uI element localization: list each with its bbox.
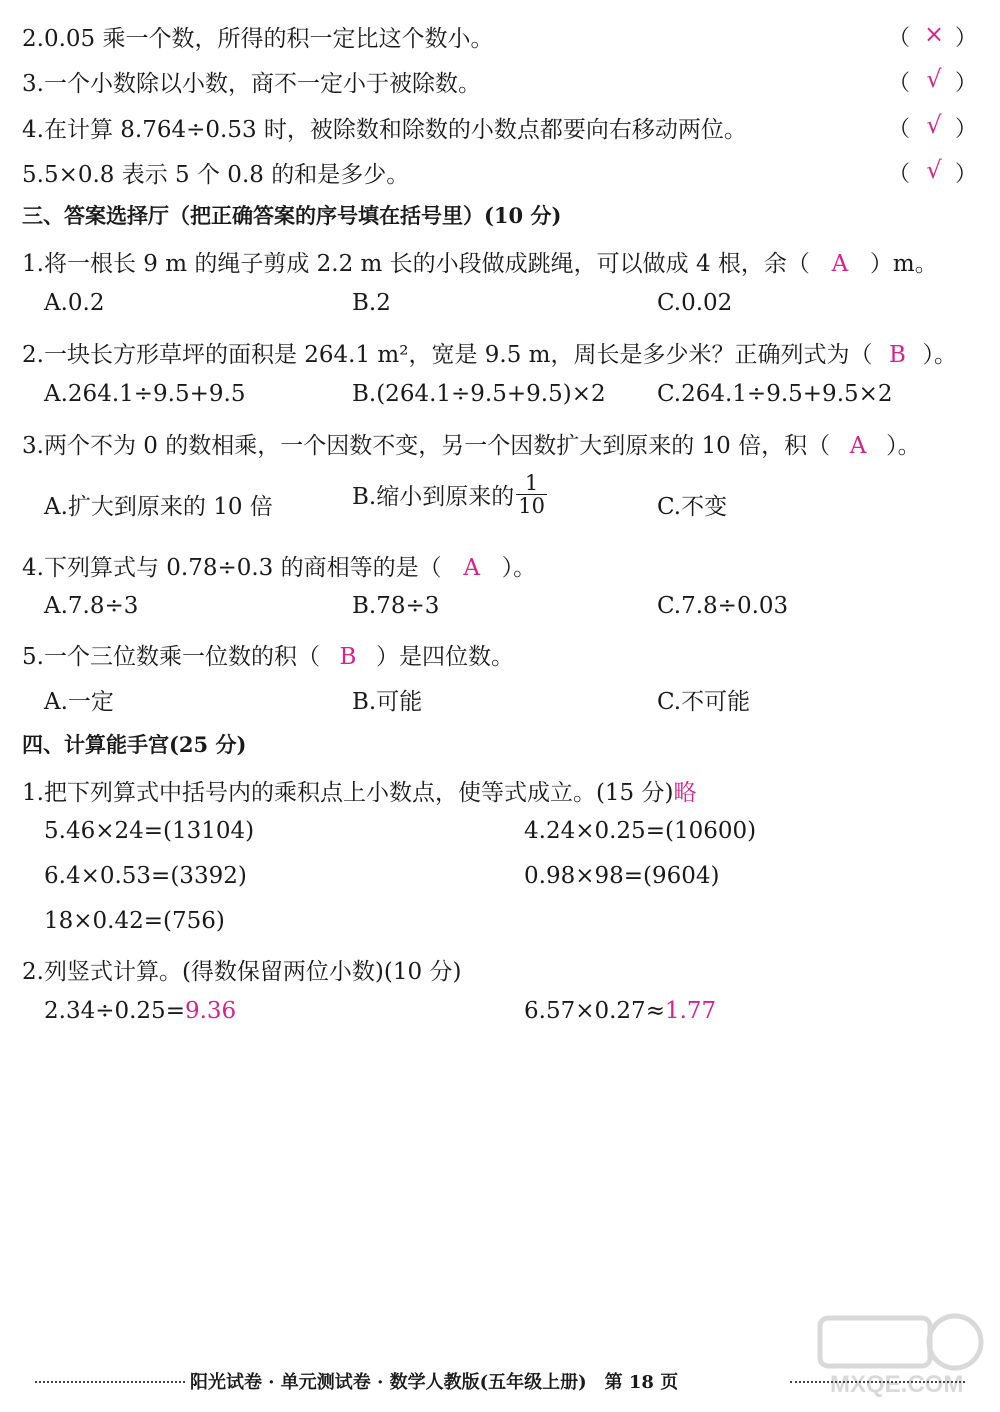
option-b-text: B.缩小到原来的 (352, 484, 515, 511)
choice-q2-tail: ）。 (922, 342, 957, 368)
paren-close: ） (955, 26, 978, 51)
option-c: C.不变 (657, 494, 728, 520)
section-4-title: 四、计算能手宫(25 分) (22, 732, 247, 757)
option-b: B.2 (352, 290, 391, 316)
choice-q1 (22, 245, 938, 278)
footer-rule-right (790, 1381, 965, 1383)
option-c: C.7.8÷0.03 (657, 593, 789, 619)
paren-open: （ (888, 71, 911, 96)
fraction-numerator: 1 (516, 472, 547, 495)
watermark-text: MXQE.COM (830, 1371, 964, 1398)
choice-q3-stem: 3.两个不为 0 的数相乘，一个因数不变，另一个因数扩大到原来的 10 倍，积（ (22, 433, 831, 459)
paren-open: （ (888, 162, 911, 187)
equation: 4.24×0.25=(10600) (524, 818, 757, 844)
calc-q2: 2.列竖式计算。(得数保留两位小数)(10 分) (22, 959, 462, 985)
choice-q1-tail: ）m。 (869, 251, 938, 277)
choice-q4-tail: ）。 (501, 555, 537, 581)
choice-q2 (22, 336, 957, 369)
option-a: A.264.1÷9.5+9.5 (44, 381, 246, 407)
option-b (352, 472, 547, 517)
calc-item-2-expr: 6.57×0.27≈ (524, 998, 665, 1024)
option-a: A.0.2 (44, 290, 105, 316)
choice-q3-answer: A (849, 433, 867, 459)
option-b: B.78÷3 (352, 593, 440, 619)
paren-open: （ (888, 117, 911, 142)
option-b: B.可能 (352, 689, 423, 715)
footer-rule-left (35, 1381, 185, 1383)
equation: 5.46×24=(13104) (44, 818, 255, 844)
option-c: C.264.1÷9.5+9.5×2 (657, 381, 893, 407)
paren-open: （ (888, 26, 911, 51)
choice-q5-tail: ）是四位数。 (375, 644, 514, 670)
choice-q5-stem: 5.一个三位数乘一位数的积（ (22, 644, 320, 670)
choice-q3 (22, 427, 921, 460)
calc-item-2 (524, 998, 716, 1024)
choice-q4-answer: A (463, 555, 480, 581)
option-b: B.(264.1÷9.5+9.5)×2 (352, 381, 606, 407)
judge-answer-5: √ (926, 156, 942, 184)
judge-answer-4: √ (926, 111, 942, 139)
choice-q1-answer: A (831, 251, 849, 277)
calc-q1-answer: 略 (673, 780, 697, 806)
fraction (516, 472, 547, 517)
calc-item-2-answer: 1.77 (664, 998, 717, 1024)
judge-item-5: 5.5×0.8 表示 5 个 0.8 的和是多少。 (22, 162, 410, 188)
judge-item-3: 3.一个小数除以小数，商不一定小于被除数。 (22, 71, 481, 97)
calc-item-1-answer: 9.36 (184, 998, 237, 1024)
calc-q1 (22, 774, 696, 807)
judge-answer-2: × (923, 20, 945, 48)
choice-q5-answer: B (339, 644, 357, 670)
choice-q5 (22, 638, 514, 671)
judge-item-4: 4.在计算 8.764÷0.53 时，被除数和除数的小数点都要向右移动两位。 (22, 117, 747, 143)
judge-item-2: 2.0.05 乘一个数，所得的积一定比这个数小。 (22, 26, 494, 52)
calc-item-1 (44, 998, 236, 1024)
choice-q2-stem: 2.一块长方形草坪的面积是 264.1 m²，宽是 9.5 m，周长是多少米？正确列式为（ (22, 342, 873, 368)
choice-q1-stem: 1.将一根长 9 m 的绳子剪成 2.2 m 长的小段做成跳绳，可以做成 4 根，余（ (22, 251, 810, 277)
judge-answer-3: √ (926, 65, 942, 93)
option-c: C.0.02 (657, 290, 733, 316)
equation: 6.4×0.53=(3392) (44, 863, 247, 889)
choice-q4 (22, 549, 536, 582)
watermark-logo (800, 1300, 990, 1400)
option-a: A.7.8÷3 (44, 593, 139, 619)
choice-q3-tail: ）。 (886, 433, 921, 459)
calc-item-1-expr: 2.34÷0.25= (44, 998, 185, 1024)
watermark-logo-icon (800, 1300, 990, 1400)
page-footer: 阳光试卷 · 单元测试卷 · 数学人教版(五年级上册) 第 18 页 (190, 1372, 679, 1393)
equation: 18×0.42=(756) (44, 908, 225, 934)
option-a: A.一定 (44, 689, 114, 715)
option-c: C.不可能 (657, 689, 751, 715)
paren-close: ） (955, 117, 978, 142)
fraction-denominator: 10 (518, 494, 545, 519)
option-a: A.扩大到原来的 10 倍 (44, 494, 273, 520)
paren-close: ） (955, 71, 978, 96)
calc-q1-stem: 1.把下列算式中括号内的乘积点上小数点，使等式成立。(15 分) (22, 780, 674, 806)
equation: 0.98×98=(9604) (524, 863, 720, 889)
paren-close: ） (955, 162, 978, 187)
choice-q4-stem: 4.下列算式与 0.78÷0.3 的商相等的是（ (22, 555, 442, 581)
section-3-title: 三、答案选择厅（把正确答案的序号填在括号里）(10 分) (22, 203, 562, 228)
choice-q2-answer: B (889, 342, 906, 368)
